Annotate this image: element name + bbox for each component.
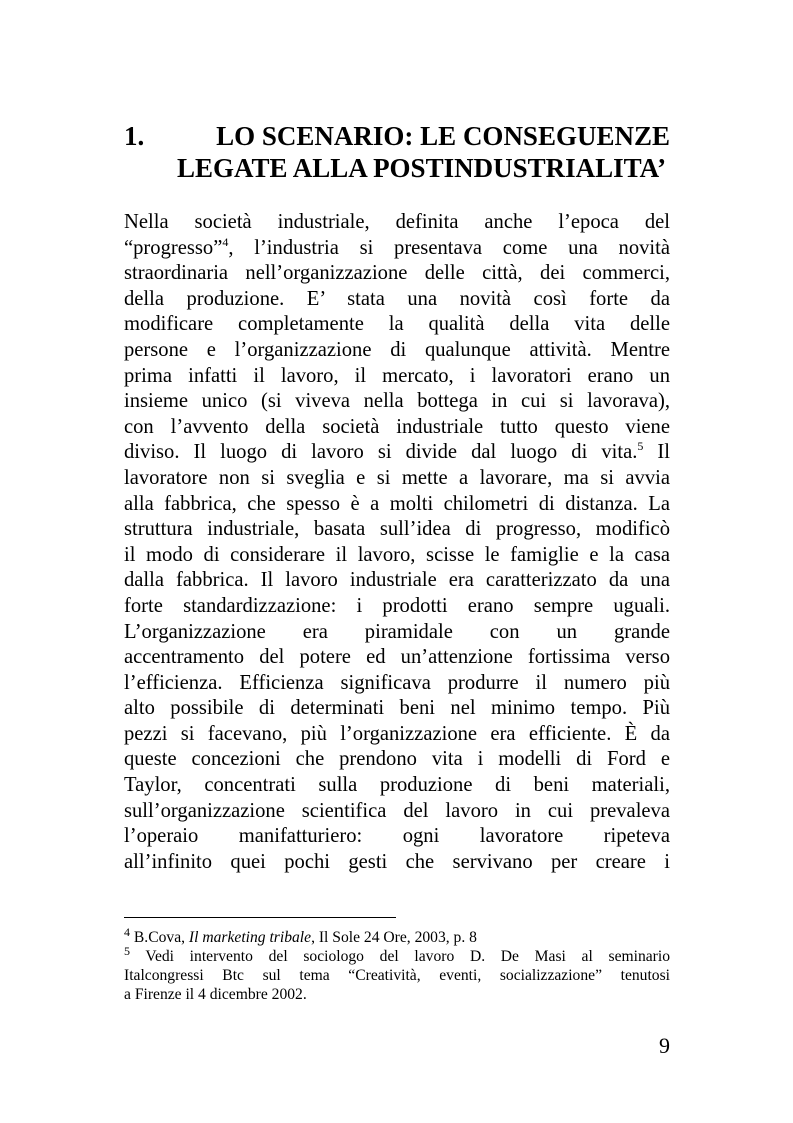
footnote-marker-5: 5 xyxy=(124,943,130,958)
body-line: alto possibile di determinati beni nel minimo tempo. Più xyxy=(124,697,670,720)
footnote-5-line-3: a Firenze il 4 dicembre 2002. xyxy=(124,986,307,1003)
body-line: della produzione. E’ stata una novità così forte da xyxy=(124,287,670,310)
body-line-part: diviso. Il luogo di lavoro si divide dal luogo di vita. xyxy=(124,441,638,464)
chapter-number: 1. xyxy=(124,121,145,151)
body-line: all’infinito quei pochi gesti che servivano per creare i xyxy=(124,850,670,873)
footnote-5-line-1 xyxy=(124,943,670,966)
body-line-with-footnote-4 xyxy=(124,236,670,262)
footnote-5-line-2: Italcongressi Btc sul tema “Creatività, eventi, socializzazione” tenutosi xyxy=(124,967,670,984)
chapter-title-line-1: LO SCENARIO: LE CONSEGUENZE xyxy=(216,121,670,151)
footnote-ref-5[interactable]: 5 xyxy=(637,439,644,454)
body-line-part: “progresso” xyxy=(124,236,223,259)
body-line: l’operaio manifatturiero: ogni lavoratore ripeteva xyxy=(124,825,670,848)
chapter-heading xyxy=(124,120,670,184)
body-line-part: , l’industria si presentava come una novità xyxy=(228,236,670,259)
footnote-marker-4: 4 xyxy=(124,924,130,939)
body-line: modificare completamente la qualità della vita delle xyxy=(124,313,670,336)
footnote-4-source: , Il Sole 24 Ore, 2003, p. 8 xyxy=(311,929,477,946)
footnote-4-book-title: Il marketing tribale xyxy=(188,929,312,946)
body-line: accentramento del potere ed un’attenzione fortissima verso xyxy=(124,646,670,669)
body-line: queste concezioni che prendono vita i modelli di Ford e xyxy=(124,748,670,771)
footnote-4 xyxy=(124,924,670,947)
body-line: persone e l’organizzazione di qualunque attività. Mentre xyxy=(124,338,670,361)
body-line: dalla fabbrica. Il lavoro industriale era caratterizzato da una xyxy=(124,569,670,592)
body-line: lavoratore non si sveglia e si mette a lavorare, ma si avvia xyxy=(124,466,670,489)
body-line: struttura industriale, basata sull’idea di progresso, modificò xyxy=(124,518,670,541)
body-line: prima infatti il lavoro, il mercato, i lavoratori erano un xyxy=(124,364,670,387)
body-line: Taylor, concentrati sulla produzione di beni materiali, xyxy=(124,774,670,797)
body-line: l’efficienza. Efficienza significava produrre il numero più xyxy=(124,671,670,694)
body-line: pezzi si facevano, più l’organizzazione era efficiente. È da xyxy=(124,722,670,745)
footnote-ref-4[interactable]: 4 xyxy=(222,234,229,249)
body-line: insieme unico (si viveva nella bottega in cui si lavorava), xyxy=(124,390,670,413)
body-line-part: Il xyxy=(643,441,670,464)
body-paragraph xyxy=(124,210,670,875)
body-line: straordinaria nell’organizzazione delle città, dei commerci, xyxy=(124,262,670,285)
body-line-with-footnote-5 xyxy=(124,440,670,466)
body-line: con l’avvento della società industriale tutto questo viene xyxy=(124,415,670,438)
body-line: forte standardizzazione: i prodotti erano sempre uguali. xyxy=(124,594,670,617)
footnote-separator xyxy=(124,917,396,918)
body-line: alla fabbrica, che spesso è a molti chilometri di distanza. La xyxy=(124,492,670,515)
page-number: 9 xyxy=(659,1033,670,1058)
body-line: il modo di considerare il lavoro, scisse le famiglie e la casa xyxy=(124,543,670,566)
chapter-heading-line-1 xyxy=(124,120,670,152)
footnote-4-text: B.Cova, xyxy=(130,929,189,946)
footnotes xyxy=(124,924,670,1004)
body-line: Nella società industriale, definita anche l’epoca del xyxy=(124,211,670,233)
body-line: sull’organizzazione scientifica del lavoro in cui prevaleva xyxy=(124,799,670,822)
body-line: L’organizzazione era piramidale con un grande xyxy=(124,620,670,643)
chapter-title-line-2: LEGATE ALLA POSTINDUSTRIALITA’ xyxy=(177,153,667,183)
footnote-5-text: Vedi intervento del sociologo del lavoro D. De Masi al seminario xyxy=(130,948,670,965)
